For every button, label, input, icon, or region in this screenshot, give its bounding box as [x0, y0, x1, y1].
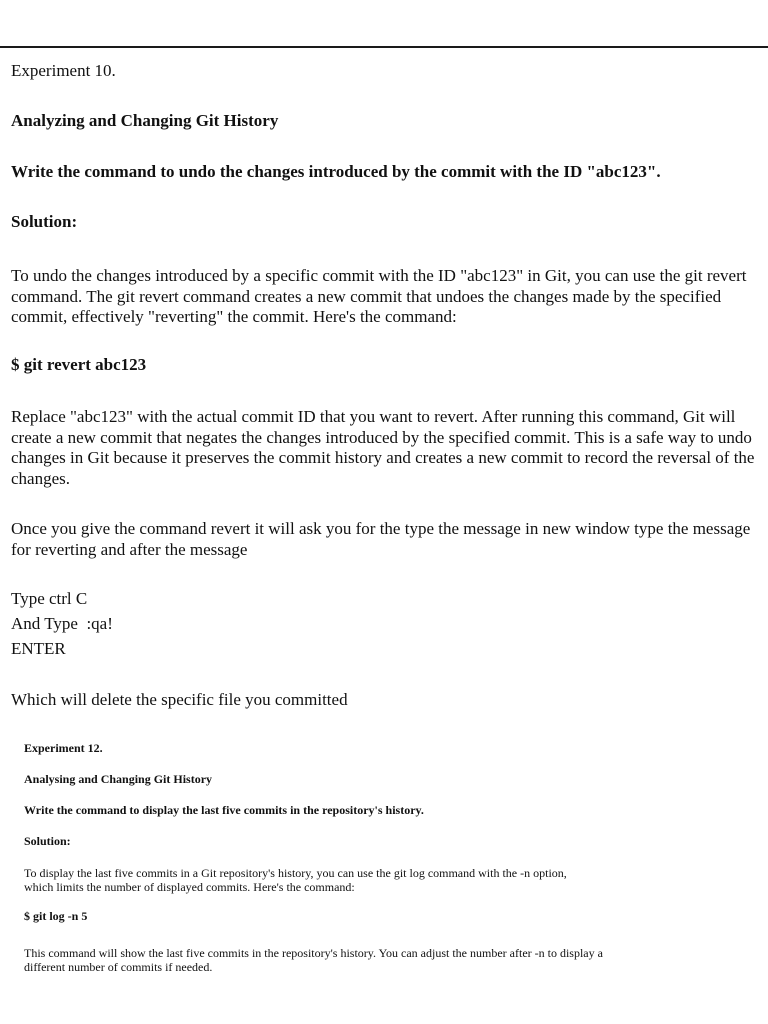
exp12-paragraph-1: To display the last five commits in a Git repository's history, you can use the git log command with the -n option, which limits the number of displayed commits. Here's the command: — [24, 866, 567, 894]
exp10-step-1: Type ctrl C — [11, 589, 88, 608]
exp12-title: Experiment 12. — [24, 741, 103, 755]
exp10-closing: Which will delete the specific file you committed — [11, 690, 348, 709]
exp12-command: $ git log -n 5 — [24, 909, 88, 923]
exp10-command: $ git revert abc123 — [11, 355, 147, 374]
exp10-paragraph-1: To undo the changes introduced by a specific commit with the ID "abc123" in Git, you can use the git revert command. The git revert command creates a new commit that undoes the changes made by the specified commit, effectively "reverting" the commit. Here's the command: — [11, 266, 747, 326]
exp10-paragraph-3: Once you give the command revert it will ask you for the type the message in new window type the message for reverting and after the message — [11, 519, 751, 559]
exp12-heading: Analysing and Changing Git History — [24, 772, 213, 786]
exp12-question: Write the command to display the last five commits in the repository's history. — [24, 803, 424, 817]
exp12-paragraph-2: This command will show the last five commits in the repository's history. You can adjust the number after -n to display a different number of commits if needed. — [24, 946, 603, 974]
exp10-solution-label: Solution: — [11, 212, 78, 231]
exp12-solution-label: Solution: — [24, 834, 71, 848]
exp10-paragraph-2: Replace "abc123" with the actual commit ID that you want to revert. After running this command, Git will create a new commit that negates the changes introduced by the specified commit. This is a safe way to undo changes in Git because it preserves the commit history and creates a new commit to record the reversal of the changes. — [11, 407, 755, 488]
exp10-title: Experiment 10. — [11, 61, 116, 80]
exp10-step-3: ENTER — [11, 639, 66, 658]
exp10-question: Write the command to undo the changes introduced by the commit with the ID "abc123". — [11, 162, 661, 181]
exp10-step-2: And Type :qa! — [11, 614, 113, 633]
exp10-heading: Analyzing and Changing Git History — [11, 111, 279, 130]
